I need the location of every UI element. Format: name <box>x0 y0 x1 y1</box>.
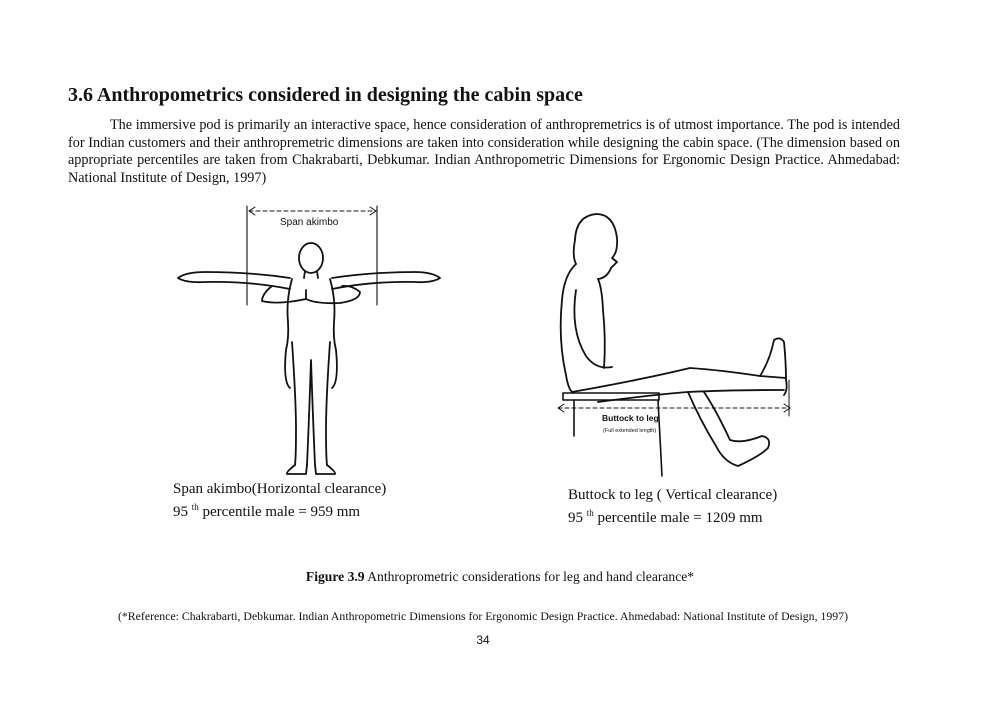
head <box>575 214 617 279</box>
right-percentile-sup: th <box>586 508 594 518</box>
figure-caption <box>0 569 1000 585</box>
left-caption-line2 <box>173 498 386 521</box>
right-figure-caption <box>568 486 777 527</box>
right-caption-line2 <box>568 504 777 527</box>
left-caption-line1: Span akimbo(Horizontal clearance) <box>173 481 387 497</box>
span-akimbo-label: Span akimbo <box>280 217 339 228</box>
back <box>561 264 576 392</box>
foot <box>760 338 787 395</box>
left-percentile-number: 95 <box>173 504 188 520</box>
left-percentile-rest: percentile male = 959 mm <box>202 504 361 520</box>
head-back <box>574 240 576 264</box>
right-caption-line1: Buttock to leg ( Vertical clearance) <box>568 487 778 503</box>
section-heading: 3.6 Anthropometrics considered in designing the cabin space <box>68 84 583 106</box>
left-percentile-sup: th <box>191 502 199 512</box>
span-akimbo-illustration <box>170 198 460 483</box>
torso <box>286 279 336 350</box>
arm-left <box>178 272 290 289</box>
front-torso <box>598 279 605 368</box>
thigh <box>572 368 786 392</box>
arm <box>574 290 612 368</box>
forearms <box>262 286 360 303</box>
figure-caption-text: Anthroprometric considerations for leg and hand clearance* <box>367 569 695 584</box>
buttock-to-leg-label: Buttock to leg <box>602 413 659 423</box>
body-paragraph: The immersive pod is primarily an interactive space, hence consideration of anthropremetrics is of utmost importance. The pod is intended for Indian customers and their anthropremetric dimensions are taken into consideration while designing the cabin space. (The dimension based on appropriate percentiles are taken from Chakrabarti, Debkumar. Indian Anthropometric Dimensions for Ergonomic Design Practice. Ahmedabad: National Institute of Design, 1997) <box>68 117 900 186</box>
page-number: 34 <box>476 633 490 647</box>
lower-leg <box>688 392 769 466</box>
seat-legs <box>574 400 662 476</box>
reference-note: (*Reference: Chakrabarti, Debkumar. Indian Anthropometric Dimensions for Ergonomic Design Practice. Ahmedabad: National Institute of Design, 1997) <box>117 609 848 623</box>
right-percentile-rest: percentile male = 1209 mm <box>597 510 763 526</box>
left-figure-caption <box>173 480 386 521</box>
buttock-to-leg-sublabel: (Full extended length) <box>603 428 657 434</box>
head <box>299 243 323 273</box>
legs <box>292 342 330 465</box>
feet <box>287 465 335 474</box>
right-percentile-number: 95 <box>568 510 583 526</box>
figure-number: Figure 3.9 <box>305 569 365 584</box>
buttock-to-leg-illustration <box>552 206 800 486</box>
